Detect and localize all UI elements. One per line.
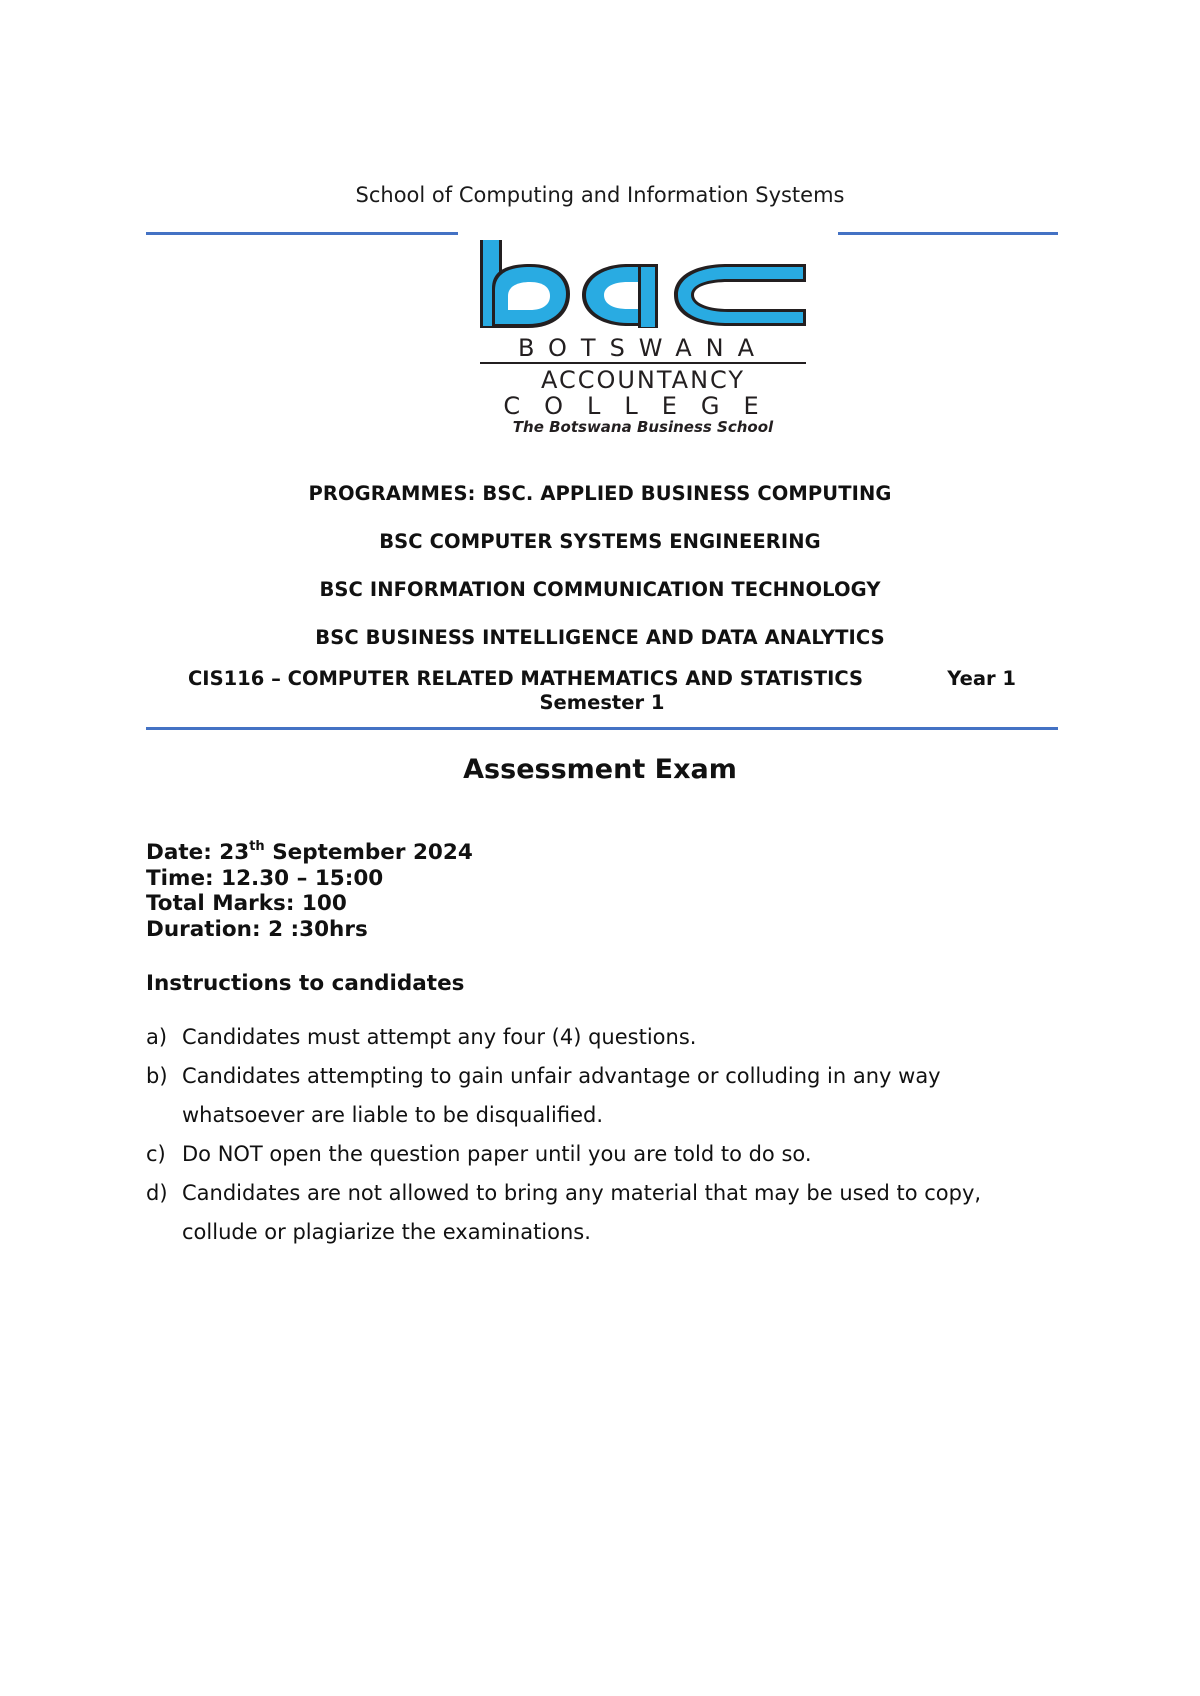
instructions-heading: Instructions to candidates	[146, 971, 465, 996]
exam-title: Assessment Exam	[463, 754, 737, 785]
logo-letter-c	[674, 264, 806, 326]
instruction-item-c	[146, 1135, 1066, 1174]
exam-time: Time: 12.30 – 15:00	[146, 865, 384, 891]
exam-duration: Duration: 2 :30hrs	[146, 916, 368, 942]
instruction-text: Do NOT open the question paper until you are told to do so.	[182, 1142, 812, 1166]
list-marker: b)	[146, 1064, 168, 1088]
course-info	[146, 667, 1058, 714]
logo-tagline: The Botswana Business School	[512, 418, 774, 434]
school-name: School of Computing and Information Systems	[355, 183, 845, 207]
programme-applied-business-computing: PROGRAMMES: BSC. APPLIED BUSINESS COMPUTING	[308, 482, 892, 505]
exam-total-marks: Total Marks: 100	[146, 891, 347, 916]
instruction-text: Candidates must attempt any four (4) questions.	[182, 1025, 697, 1049]
logo-letter-b	[480, 240, 570, 328]
list-marker: c)	[146, 1142, 166, 1166]
logo-letter-a	[582, 264, 658, 328]
course-divider	[146, 727, 1058, 730]
logo-line-botswana: BOTSWANA	[517, 334, 769, 362]
instruction-item-b	[146, 1057, 1066, 1135]
logo-line-accountancy: ACCOUNTANCY	[540, 366, 746, 394]
programme-computer-systems-engineering: BSC COMPUTER SYSTEMS ENGINEERING	[379, 530, 821, 553]
bac-logo	[478, 238, 808, 434]
instructions-list	[146, 1018, 1066, 1252]
programme-business-intelligence: BSC BUSINESS INTELLIGENCE AND DATA ANALYTICS	[315, 626, 885, 649]
instruction-item-a	[146, 1018, 1066, 1057]
course-year: Year 1	[947, 667, 1016, 690]
list-marker: a)	[146, 1025, 168, 1049]
header-rule-left	[146, 232, 458, 235]
exam-meta	[146, 840, 473, 942]
list-marker: d)	[146, 1181, 168, 1205]
exam-date: Date: 23th September 2024	[146, 839, 473, 865]
instruction-text: Candidates are not allowed to bring any material that may be used to copy, collude or plagiarize the examinations.	[182, 1181, 982, 1244]
course-name: CIS116 – COMPUTER RELATED MATHEMATICS AND STATISTICS	[188, 667, 864, 690]
logo-line-college: COLLEGE	[503, 392, 783, 420]
instruction-item-d	[146, 1174, 1066, 1252]
header-rule-right	[838, 232, 1058, 235]
programme-information-communication-technology: BSC INFORMATION COMMUNICATION TECHNOLOGY	[319, 578, 881, 601]
instruction-text: Candidates attempting to gain unfair advantage or colluding in any way whatsoever are liable to be disqualified.	[182, 1064, 941, 1127]
course-semester: Semester 1	[539, 691, 665, 714]
